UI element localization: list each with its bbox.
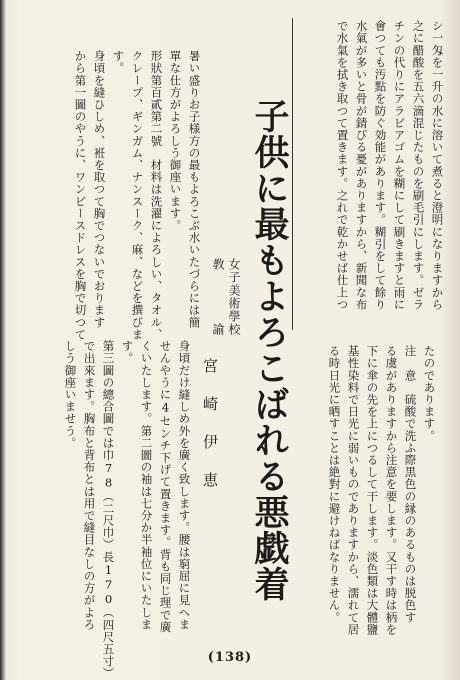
author-name: 宮崎伊恵 xyxy=(201,358,219,510)
body-text-column: 身頃だけ縫しめ外を廣く致します。腰は窮屈に見へま xyxy=(177,340,192,631)
body-text-column: 下に傘の先を上につるして干します。淡色類は大體鹽 xyxy=(365,345,380,636)
author-title: 教 諭 xyxy=(211,258,225,336)
body-text-column: 暑い盛りお子様方の最もよろこぶ水いたづらには簡 xyxy=(187,50,202,329)
body-text-column: 形狀第百貳第二號 材料は洗濯によろしい、タオル、 xyxy=(149,50,164,341)
body-text-column: す。 xyxy=(120,340,135,365)
body-text-column: 水氣が多いと骨が錆びる憂がありますから、新聞な布 xyxy=(354,20,369,311)
body-text-column: しう御座いませう。 xyxy=(63,340,78,449)
body-text-column: 會つても汚點を防ぐ効能があります。糊引をして餘り xyxy=(373,20,388,311)
body-text-column: くいたします。第二圖の袖は七分か半袖位にいたしま xyxy=(139,340,154,631)
body-text-column: で水氣を拭き取つて置きます。之れで乾かせば仕上つ xyxy=(335,20,350,311)
body-text-column: クレープ、ギンガム、ナンスーク、麻、などを撰びま xyxy=(130,50,145,341)
article-title: 子供に最もよろこばれる悪戯着 xyxy=(249,98,290,602)
body-text-column: 單な仕方がよろしう御座います。 xyxy=(168,50,183,232)
page-number: (138) xyxy=(207,650,253,665)
body-text-column: たのであります。 xyxy=(422,345,437,442)
column-divider xyxy=(292,18,293,330)
body-text-column: 注 意 硫酸で洗ふ際黒色の縁のあるものは脱色す xyxy=(403,345,418,624)
body-text-column: 基性染料で日光に弱いものでありますから、濡れて居 xyxy=(346,345,361,636)
body-text-column: 第三圖の總合圖では巾78（二尺巾）長170（四尺五寸） xyxy=(101,340,116,680)
body-text-column: 之に醋酸を五六滴混じたものを刷毛引にします。ゼラ xyxy=(411,20,426,311)
body-text-column: チンの代りにアラビアゴムを糊にして刷きますと雨に xyxy=(392,20,407,311)
body-text-column: せんやうに4センチ下げて置きます。背も同じ理で廣 xyxy=(158,340,173,633)
author-affiliation: 女子美術學校 xyxy=(227,258,241,336)
body-text-column: から第一圖のやうに、ワンピースドレスを胸で切つて xyxy=(73,50,88,341)
body-text-column: る時日光に晒すことは絶對に避けねばなりません。 xyxy=(327,345,342,624)
body-text-column: 身頃を縫ひしめ、袵を取つて胸でつないでおります xyxy=(92,50,107,329)
body-text-column: で出來ます。胸布と背布とは用で縫目なしの方がよろ xyxy=(82,340,97,631)
body-text-column: る虞がありますから注意を要します。又干す時は柄を xyxy=(384,345,399,636)
body-text-column: シ一匁を一升の水に溶いて煮ると澄明になりますから xyxy=(430,20,445,311)
body-text-column: す。 xyxy=(111,50,126,75)
